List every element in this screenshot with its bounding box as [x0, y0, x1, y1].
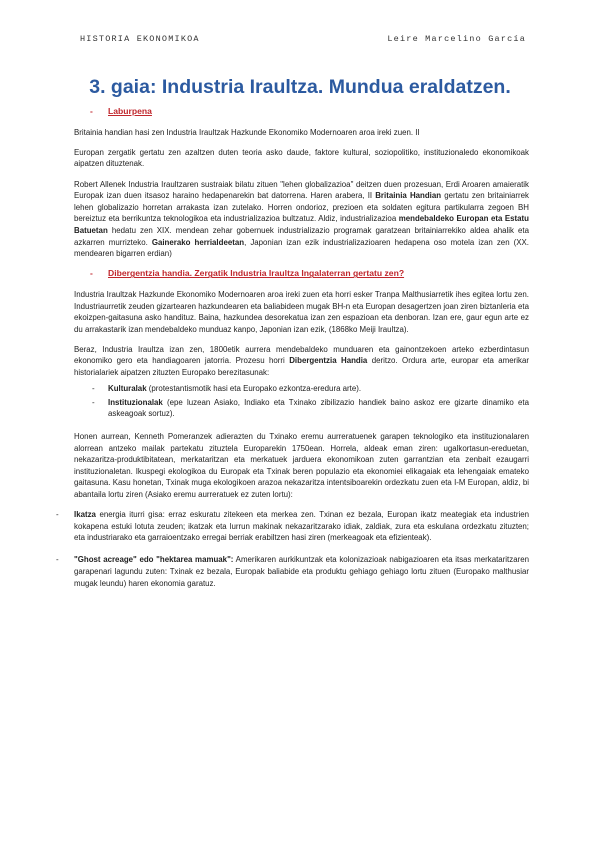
p3-text-a: Robert Allenek Industria Iraultzaren sustraiak bilatu zituen "lehen globalizazioa" deitzen duen prozesuan, Erdi Aroaren amaieratik Europak izan duen itsasoz haraino hedapenarekin bat datorrena. Haren arabera, II	[74, 179, 529, 201]
section-heading-divergence	[74, 268, 529, 280]
p3-bold-britain: Britainia Handian	[375, 191, 442, 201]
p3-text-e: hedatu zen XIX. mendean zehar gobernuek industrializazio programak garatzean britainiarrekiko aldea ahalik eta azkarren murrizteko.	[74, 225, 529, 247]
list-item-text: Amerikaren aurkikuntzak eta kolonizazioak nabigazioaren eta itsas merkataritzaren garapenari lagundu zuten: Txinak ez bezala, Europak baliabide eta produktu gehiago gehiago lortu zituen (Europako malthusiar mugak leundu) haren ekonomia garatuz.	[74, 555, 529, 588]
paragraph-3	[74, 179, 529, 260]
list-dash: -	[92, 397, 95, 407]
advantages-list	[56, 509, 529, 589]
list-item-bold: Ikatza	[74, 510, 96, 520]
paragraph-1: Britainia handian hasi zen Industria Iraultzak Hazkunde Ekonomiko Modernoaren aroa ireki zuen. II	[74, 127, 420, 137]
header-course: HISTORIA EKONOMIKOA	[80, 34, 200, 44]
list-item-bold: Instituzionalak	[108, 397, 163, 407]
p3-bold-west: mendebaldeko Europan eta Estatu Batuetan	[74, 214, 529, 235]
list-item	[56, 509, 529, 544]
header-author: Leire Marcelino García	[387, 34, 526, 44]
p3-bold-rest: Gainerako herrialdeetan	[151, 237, 245, 247]
section-heading-summary	[74, 106, 529, 118]
section-title-divergence: Dibergentzia handia. Zergatik Industria Iraultza Ingalaterran gertatu zen?	[108, 268, 405, 279]
paragraph-5	[74, 344, 529, 379]
list-dash: -	[92, 384, 95, 394]
list-item-text: (epe luzean Asiako, Indiako eta Txinako zibilizazio handiek baino askoz ere gizarte dinamiko eta askeagoak sortuz).	[108, 397, 529, 419]
section-title-summary: Laburpena	[108, 106, 152, 116]
list-item	[92, 397, 529, 420]
list-item	[92, 383, 529, 395]
paragraph-2: Europan zergatik gertatu zen azaltzen duten teoria asko daude, faktore kultural, soziopolitiko, instituzionaledo ekonomikoak aipatzen dituztenak.	[74, 147, 529, 169]
document-body	[56, 106, 529, 600]
section-dash: -	[90, 106, 93, 116]
list-dash: -	[56, 510, 59, 520]
list-item-text: energia iturri gisa: erraz eskuratu zitekeen eta merkea zen. Txinan ez bezala, Europan ikatz meategiak eta industrien kokapena estuki lotuta zeuden; ikatzak eta lurrun makinak nekazaritzarako idiak, zaldiak, zura eta eskulana ordezkatu zituzten; eta industriarako eta garraioentzako erregai berriak erabiltzen hasi ziren (merkeagoak eta efizienteak).	[74, 510, 529, 543]
list-item-bold: "Ghost acreage" edo "hektarea mamuak":	[74, 555, 234, 565]
paragraph-4: Industria Iraultzak Hazkunde Ekonomiko Modernoaren aroa ireki zuen eta horri esker Tranpa Malthusiarretik ihes egitea lortu zen. Industriaurretik zeuden gizartearen hazkundearen eta baliabideen mugak BH-n eta Europan desagertzen joan ziren biztanleria eta ekoizpen-gaitasuna asko handituz. Baina, hazkundea desorekatua izan zen espazioan eta denboran. Izan ere, gaur egun arte ez du arrakastarik izan mendebaldeko munduaz kanpo, Japonian izan ezik, (1868ko Meiji Iraultza).	[74, 289, 529, 334]
p3-text-g: , Japonian izan ezik industrializazioaren hedapena oso motela izan zen (XX. mendearen bigarren erdian)	[74, 237, 529, 259]
list-item-bold: Kulturalak	[108, 384, 147, 394]
paragraph-6: Honen aurrean, Kenneth Pomeranzek adierazten du Txinako eremu aurreratuenek garapen teknologiko eta instituzionalaren alorrean antzeko mailak partekatu zituztela Europarekin 1750ean. Horrela, aldeak eman ziren: ugalkortasun-ereduetan, nekazaritza-produktibitatean, merkataritzan eta merkatuek jarduera ekonomikoan zuten garrantzian eta zenbait ezaugarri instituzionaletan. Ikuspegi ekologikoa du Europak eta Txinak beren populazio eta ekonomiei elikagaiak eta lehengaiak emateko gaitasuna. Kasu honetan, Txinak muga ekologikoen arazoa nekazaritza intentsiboarekin ordezkatu zuen eta I-M Europan, aldiz, bi abantaila lortu ziren (Asiako eremu aurreratuek ez zuten lortu):	[74, 432, 529, 499]
p5-text-a: Beraz, Industria Iraultza izan zen, 1800etik aurrera mendebaldeko munduaren eta gainontzekoen arteko ezberdintasun ekonomiko gero eta handiagoaren jatorria. Prozesu horri	[74, 344, 529, 366]
features-list	[92, 383, 529, 420]
p3-text-c: gertatu zen britainiarrek lehen globalizazio horretan arrakasta izan zutelako. Horren ondorioz, prezioen eta soldaten egitura partikularra zegoen BH bereiztuz eta berrikuntza teknologikoa eta industrializazioa bultzatuz. Aldiz, industrializazioa	[74, 191, 529, 224]
list-dash: -	[56, 555, 59, 565]
p5-text-c: deritzo. Ordura arte, europar eta amerikar historialariek aipatzen zituzten Europako berezitasunak:	[74, 356, 529, 378]
p5-bold-divergence: Dibergentzia Handia	[289, 356, 368, 366]
page-title: 3. gaia: Industria Iraultza. Mundua eraldatzen.	[89, 76, 511, 98]
section-dash: -	[90, 268, 93, 279]
list-item-text: (protestantismotik hasi eta Europako ezkontza-eredura arte).	[146, 384, 362, 394]
list-item	[56, 554, 529, 589]
